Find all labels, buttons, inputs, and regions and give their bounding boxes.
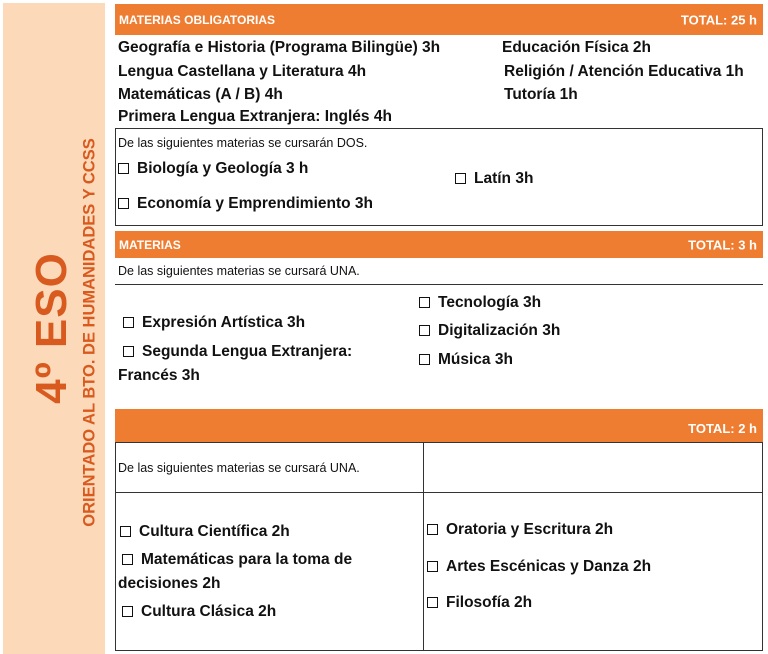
- checkbox-icon[interactable]: [455, 173, 466, 184]
- choice-musica[interactable]: Música 3h: [419, 351, 513, 369]
- subject-ingles: Primera Lengua Extranjera: Inglés 4h: [118, 108, 392, 125]
- choice-economia[interactable]: Economía y Emprendimiento 3h: [118, 195, 373, 213]
- checkbox-icon[interactable]: [419, 354, 430, 365]
- subject-religion: Religión / Atención Educativa 1h: [504, 63, 744, 80]
- sidebar: [3, 3, 105, 654]
- choice-segunda-lengua-cont: Francés 3h: [118, 367, 200, 384]
- section1-header-total: TOTAL: 25 h: [680, 12, 757, 27]
- choice-cultura-cientifica[interactable]: Cultura Científica 2h: [120, 523, 290, 541]
- checkbox-icon[interactable]: [123, 317, 134, 328]
- subject-geografia: Geografía e Historia (Programa Bilingüe) 3h: [118, 39, 441, 56]
- choice-cultura-clasica[interactable]: Cultura Clásica 2h: [122, 603, 276, 621]
- checkbox-icon[interactable]: [427, 561, 438, 572]
- grade-title: 4º ESO: [27, 252, 76, 404]
- checkbox-icon[interactable]: [120, 526, 131, 537]
- section2-choice-note: De las siguientes materias se cursará UNA.: [118, 264, 360, 278]
- section2-header-title: MATERIAS: [119, 237, 181, 252]
- checkbox-icon[interactable]: [419, 325, 430, 336]
- checkbox-icon[interactable]: [118, 163, 129, 174]
- choice-biologia[interactable]: Biología y Geología 3 h: [118, 160, 308, 178]
- section3-header: [115, 409, 763, 442]
- checkbox-icon[interactable]: [427, 524, 438, 535]
- subject-matematicas: Matemáticas (A / B) 4h: [118, 86, 283, 103]
- choice-segunda-lengua[interactable]: Segunda Lengua Extranjera:: [123, 343, 352, 361]
- choice-tecnologia[interactable]: Tecnología 3h: [419, 294, 541, 312]
- section2-header: [115, 231, 763, 258]
- choice-oratoria[interactable]: Oratoria y Escritura 2h: [427, 521, 613, 539]
- checkbox-icon[interactable]: [122, 606, 133, 617]
- choice-filosofia[interactable]: Filosofía 2h: [427, 594, 532, 612]
- checkbox-icon[interactable]: [419, 297, 430, 308]
- checkbox-icon[interactable]: [123, 346, 134, 357]
- section2-header-total: TOTAL: 3 h: [688, 237, 757, 252]
- choice-expresion-artistica[interactable]: Expresión Artística 3h: [123, 314, 305, 332]
- divider: [115, 492, 763, 493]
- orientation-label: ORIENTADO AL BTO. DE HUMANIDADES Y CCSS: [80, 138, 99, 527]
- checkbox-icon[interactable]: [118, 198, 129, 209]
- section1-header-title: MATERIAS OBLIGATORIAS: [119, 12, 275, 27]
- choice-matematicas-decisiones[interactable]: Matemáticas para la toma de: [122, 551, 352, 569]
- choice-matematicas-decisiones-cont: decisiones 2h: [118, 575, 221, 592]
- choice-artes-escenicas[interactable]: Artes Escénicas y Danza 2h: [427, 558, 651, 576]
- choice-latin[interactable]: Latín 3h: [455, 170, 533, 188]
- section1-header: [115, 4, 763, 35]
- subject-educacion-fisica: Educación Física 2h: [502, 39, 652, 56]
- checkbox-icon[interactable]: [427, 597, 438, 608]
- subject-lengua: Lengua Castellana y Literatura 4h: [118, 63, 367, 80]
- column-divider: [423, 442, 424, 651]
- section3-choice-note: De las siguientes materias se cursará UNA.: [118, 461, 360, 475]
- subject-tutoria: Tutoría 1h: [504, 86, 578, 103]
- checkbox-icon[interactable]: [122, 554, 133, 565]
- section3-header-total: TOTAL: 2 h: [688, 421, 757, 436]
- divider: [115, 284, 763, 285]
- choice-digitalizacion[interactable]: Digitalización 3h: [419, 322, 560, 340]
- section1-choice-note: De las siguientes materias se cursarán DOS.: [118, 136, 368, 150]
